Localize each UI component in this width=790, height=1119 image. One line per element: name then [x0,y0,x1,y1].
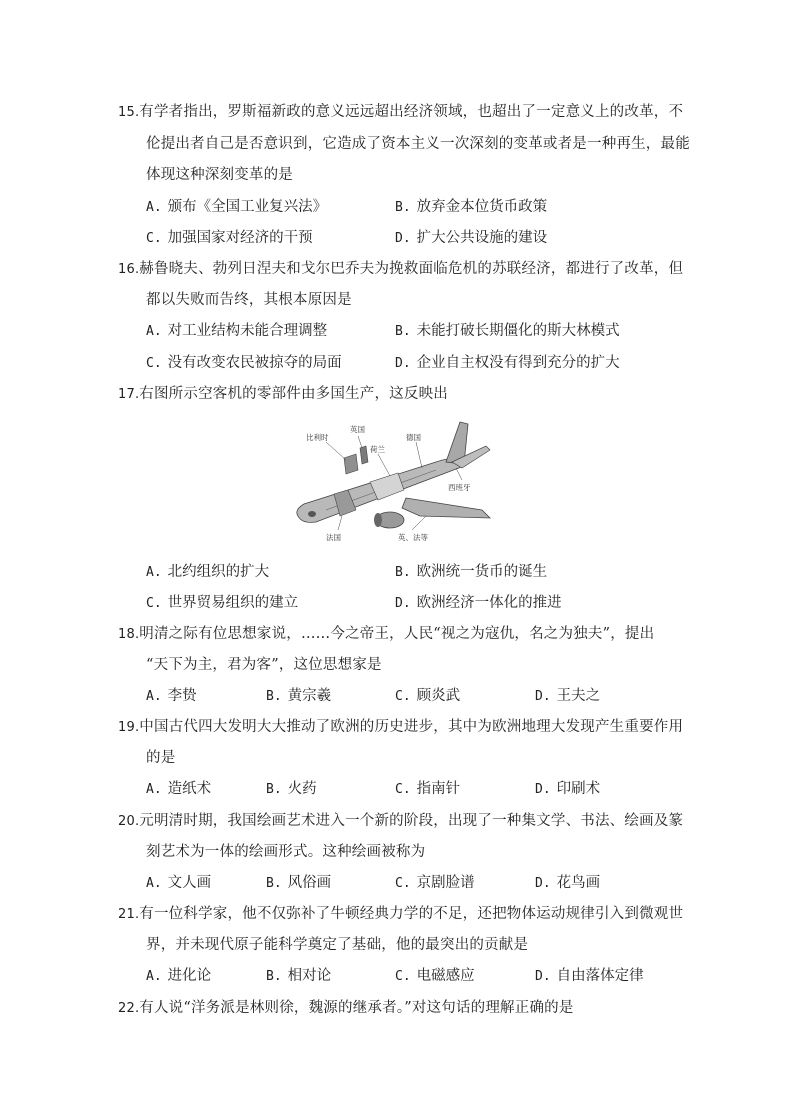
question-18-line-1 [118,624,654,645]
option-15-c[interactable]: C. 加强国家对经济的干预 [146,230,313,246]
question-16-line-2: 都以失败而告终，其根本原因是 [146,292,352,308]
label-france: 法国 [326,533,341,542]
question-21-line-1 [118,904,683,925]
wing-shape [402,498,490,518]
question-number: 22. [118,1001,140,1016]
option-17-a[interactable]: A. 北约组织的扩大 [146,564,270,580]
question-text: 明清之际有位思想家说，……今之帝王，人民“视之为寇仇，名之为独夫”，提出 [139,626,655,642]
label-belgium: 比利时 [306,433,329,442]
label-spain: 西班牙 [448,483,471,492]
question-number: 16. [118,262,140,277]
option-21-c[interactable]: C. 电磁感应 [395,968,475,984]
question-22-line-1 [118,998,574,1019]
question-text: 有学者指出，罗斯福新政的意义远远超出经济领域，也超出了一定意义上的改革，不 [139,104,684,120]
option-15-a[interactable]: A. 颁布《全国工业复兴法》 [146,199,328,215]
option-18-a[interactable]: A. 李贽 [146,688,197,704]
question-18-line-2: “天下为主，君为客”，这位思想家是 [146,657,382,673]
question-20-line-2: 刻艺术为一体的绘画形式。这种绘画被称为 [146,844,426,860]
option-20-b[interactable]: B. 风俗画 [266,875,332,891]
option-17-c[interactable]: C. 世界贸易组织的建立 [146,595,299,611]
question-text: 有一位科学家，他不仅弥补了牛顿经典力学的不足，还把物体运动规律引入到微观世 [139,906,684,922]
label-germany: 德国 [406,433,421,442]
question-text: 右图所示空客机的零部件由多国生产，这反映出 [139,386,448,402]
label-netherlands: 荷兰 [370,445,385,454]
option-15-b[interactable]: B. 放弃金本位货币政策 [395,199,548,215]
option-20-d[interactable]: D. 花鸟画 [535,875,601,891]
question-21-line-2: 界，并未现代原子能科学奠定了基础，他的最突出的贡献是 [146,937,529,953]
question-text: 有人说“洋务派是林则徐，魏源的继承者。”对这句话的理解正确的是 [139,1000,574,1016]
question-number: 20. [118,814,140,829]
option-18-c[interactable]: C. 顾炎武 [395,688,461,704]
question-15-line-3: 体现这种深刻变革的是 [146,167,293,183]
option-19-c[interactable]: C. 指南针 [395,781,461,797]
airbus-parts-figure [286,418,504,546]
question-19-line-1 [118,717,683,738]
question-15-line-2: 伦提出者自己是否意识到，它造成了资本主义一次深刻的变革或者是一种再生，最能 [146,136,690,152]
label-uk: 英国 [350,425,365,434]
option-16-a[interactable]: A. 对工业结构未能合理调整 [146,323,328,339]
option-21-a[interactable]: A. 进化论 [146,968,212,984]
option-19-d[interactable]: D. 印刷术 [535,781,601,797]
option-20-a[interactable]: A. 文人画 [146,875,212,891]
question-number: 15. [118,105,140,120]
option-15-d[interactable]: D. 扩大公共设施的建设 [395,230,548,246]
question-15-line-1 [118,102,683,123]
question-number: 18. [118,627,140,642]
question-16-line-1 [118,259,683,280]
option-18-b[interactable]: B. 黄宗羲 [266,688,332,704]
option-16-c[interactable]: C. 没有改变农民被掠夺的局面 [146,355,342,371]
option-18-d[interactable]: D. 王夫之 [535,688,601,704]
option-19-b[interactable]: B. 火药 [266,781,317,797]
question-number: 17. [118,387,140,402]
option-19-a[interactable]: A. 造纸术 [146,781,212,797]
question-number: 19. [118,720,140,735]
question-20-line-1 [118,811,683,832]
option-16-b[interactable]: B. 未能打破长期僵化的斯大林模式 [395,323,620,339]
option-17-b[interactable]: B. 欧洲统一货币的诞生 [395,564,548,580]
question-text: 元明清时期，我国绘画艺术进入一个新的阶段，出现了一种集文学、书法、绘画及篆 [139,813,684,829]
airplane-illustration [286,418,504,546]
option-21-b[interactable]: B. 相对论 [266,968,332,984]
question-number: 21. [118,907,140,922]
option-20-c[interactable]: C. 京剧脸谱 [395,875,475,891]
option-16-d[interactable]: D. 企业自主权没有得到充分的扩大 [395,355,620,371]
question-text: 中国古代四大发明大大推动了欧洲的历史进步，其中为欧洲地理大发现产生重要作用 [139,719,684,735]
question-17-line-1 [118,384,448,405]
question-text: 赫鲁晓夫、勃列日涅夫和戈尔巴乔夫为挽救面临危机的苏联经济，都进行了改革，但 [139,261,684,277]
option-17-d[interactable]: D. 欧洲经济一体化的推进 [395,595,562,611]
question-19-line-2: 的是 [146,750,176,766]
option-21-d[interactable]: D. 自由落体定律 [535,968,644,984]
label-uk-france: 英、法等 [398,533,428,542]
